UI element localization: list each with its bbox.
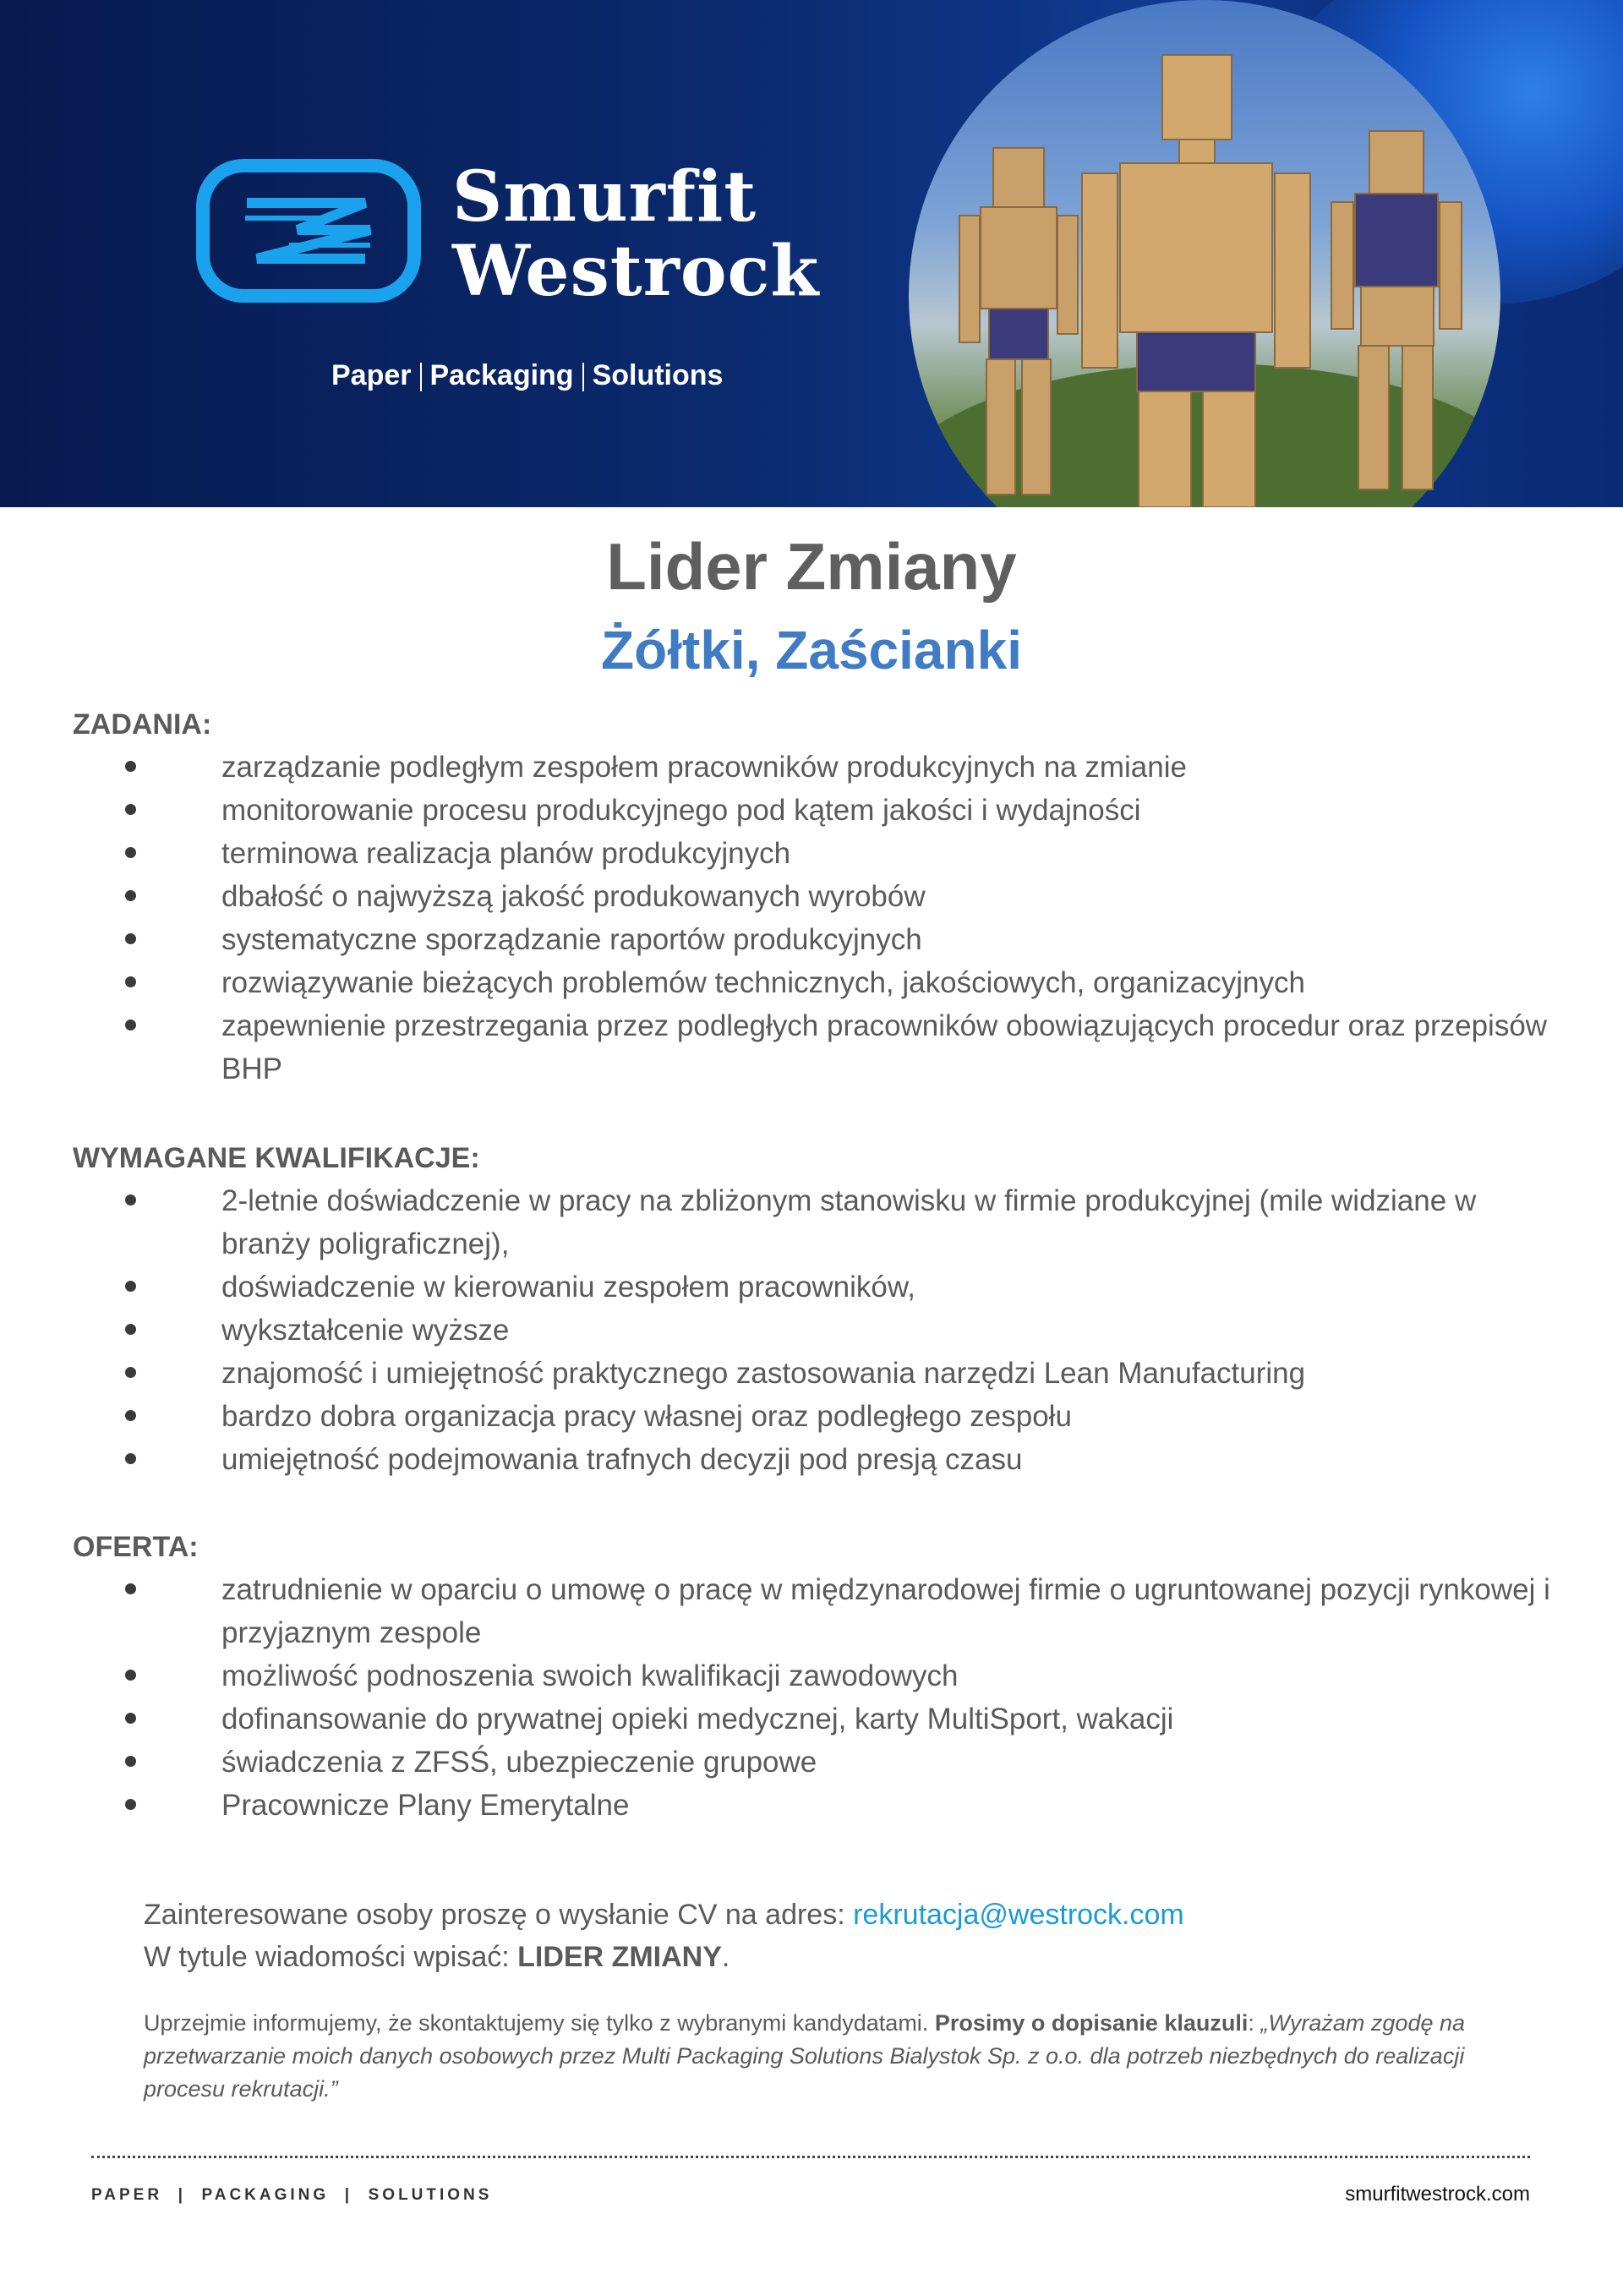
bullet-icon xyxy=(125,1670,136,1681)
list-item: zapewnienie przestrzegania przez podległych pracowników obowiązujących procedur oraz przepisów BHP xyxy=(73,1004,1560,1091)
consent-clause: „Wyrażam zgodę na przetwarzanie moich danych osobowych przez Multi Packaging Solutions Bialystok Sp. z o.o. dla potrzeb niezbędnych do realizacji procesu rekrutacji.” xyxy=(144,2010,1466,2102)
list-item: rozwiązywanie bieżących problemów technicznych, jakościowych, organizacyjnych xyxy=(73,961,1560,1004)
list-item: wykształcenie wyższe xyxy=(73,1309,1560,1352)
bullet-icon xyxy=(125,1799,136,1810)
brand-name-line1: Smurfit xyxy=(452,156,757,238)
list-item: Pracownicze Plany Emerytalne xyxy=(73,1784,1560,1827)
section-heading: OFERTA: xyxy=(73,1531,199,1563)
recruitment-email-link[interactable]: rekrutacja@westrock.com xyxy=(853,1899,1184,1931)
list-item: monitorowanie procesu produkcyjnego pod kątem jakości i wydajności xyxy=(73,789,1560,832)
list-item: umiejętność podejmowania trafnych decyzji pod presją czasu xyxy=(73,1438,1560,1481)
bullet-icon xyxy=(125,1453,136,1464)
qualification-list xyxy=(73,1179,1560,1481)
section-tasks xyxy=(73,703,1560,1091)
contact-line-subject: W tytule wiadomości wpisać: LIDER ZMIANY. xyxy=(144,1941,730,1973)
list-item: dbałość o najwyższą jakość produkowanych wyrobów xyxy=(73,875,1560,918)
list-item: możliwość podnoszenia swoich kwalifikacji zawodowych xyxy=(73,1654,1560,1697)
bullet-icon xyxy=(125,933,136,944)
list-item: terminowa realizacja planów produkcyjnych xyxy=(73,832,1560,875)
tagline-packaging: Packaging xyxy=(429,359,574,391)
bullet-icon xyxy=(125,847,136,858)
section-offer xyxy=(73,1526,1560,1827)
bullet-icon xyxy=(125,976,136,987)
bullet-icon xyxy=(125,1583,136,1594)
brand-name-line2: Westrock xyxy=(452,231,820,312)
email-subject: LIDER ZMIANY xyxy=(517,1941,722,1973)
footer-divider xyxy=(91,2156,1530,2158)
offer-list xyxy=(73,1568,1560,1827)
bullet-icon xyxy=(125,1020,136,1030)
bullet-icon xyxy=(125,1410,136,1421)
bullet-icon xyxy=(125,804,136,815)
bullet-icon xyxy=(125,1194,136,1205)
bullet-icon xyxy=(125,890,136,901)
footer-website: smurfitwestrock.com xyxy=(1345,2183,1530,2206)
tagline-solutions: Solutions xyxy=(592,359,724,391)
section-heading: ZADANIA: xyxy=(73,708,212,741)
smurfit-westrock-logo-icon xyxy=(196,159,421,303)
header-banner xyxy=(0,0,1623,507)
job-title: Lider Zmiany xyxy=(606,529,1017,604)
cardboard-figures-illustration xyxy=(909,46,1517,507)
bullet-icon xyxy=(125,1324,136,1335)
job-location: Żółtki, Zaścianki xyxy=(601,620,1022,681)
contact-line-cv: Zainteresowane osoby proszę o wysłanie CV na adres: rekrutacja@westrock.com xyxy=(144,1899,1184,1931)
list-item: bardzo dobra organizacja pracy własnej oraz podległego zespołu xyxy=(73,1395,1560,1438)
list-item: świadczenia z ZFSŚ, ubezpieczenie grupowe xyxy=(73,1741,1560,1784)
section-heading: WYMAGANE KWALIFIKACJE: xyxy=(73,1142,480,1174)
section-qualifications xyxy=(73,1137,1560,1481)
list-item: 2-letnie doświadczenie w pracy na zbliżonym stanowisku w firmie produkcyjnej (mile widziane w branży poligraficznej), xyxy=(73,1179,1560,1266)
bullet-icon xyxy=(125,1756,136,1767)
footer-tagline: PAPER | PACKAGING | SOLUTIONS xyxy=(91,2186,493,2204)
bullet-icon xyxy=(125,1281,136,1292)
list-item: dofinansowanie do prywatnej opieki medycznej, karty MultiSport, wakacji xyxy=(73,1697,1560,1741)
bullet-icon xyxy=(125,1713,136,1724)
list-item: znajomość i umiejętność praktycznego zastosowania narzędzi Lean Manufacturing xyxy=(73,1352,1560,1395)
list-item: doświadczenie w kierowaniu zespołem pracowników, xyxy=(73,1266,1560,1309)
list-item: zarządzanie podległym zespołem pracowników produkcyjnych na zmianie xyxy=(73,746,1560,789)
contact-info xyxy=(144,1894,1547,1978)
gdpr-notice: Uprzejmie informujemy, że skontaktujemy się tylko z wybranymi kandydatami. Prosimy o dopisanie klauzuli: „Wyrażam zgodę na przetwarzanie moich danych osobowych przez Multi Packaging Solutions Bialystok Sp. z o.o. dla potrzeb niezbędnych do realizacji procesu rekrutacji.” xyxy=(144,2010,1466,2102)
list-item: systematyczne sporządzanie raportów produkcyjnych xyxy=(73,918,1560,961)
bullet-icon xyxy=(125,1367,136,1378)
task-list xyxy=(73,746,1560,1091)
brand-tagline xyxy=(331,359,723,392)
tagline-paper: Paper xyxy=(331,359,412,391)
bullet-icon xyxy=(125,761,136,772)
list-item: zatrudnienie w oparciu o umowę o pracę w międzynarodowej firmie o ugruntowanej pozycji rynkowej i przyjaznym zespole xyxy=(73,1568,1560,1654)
